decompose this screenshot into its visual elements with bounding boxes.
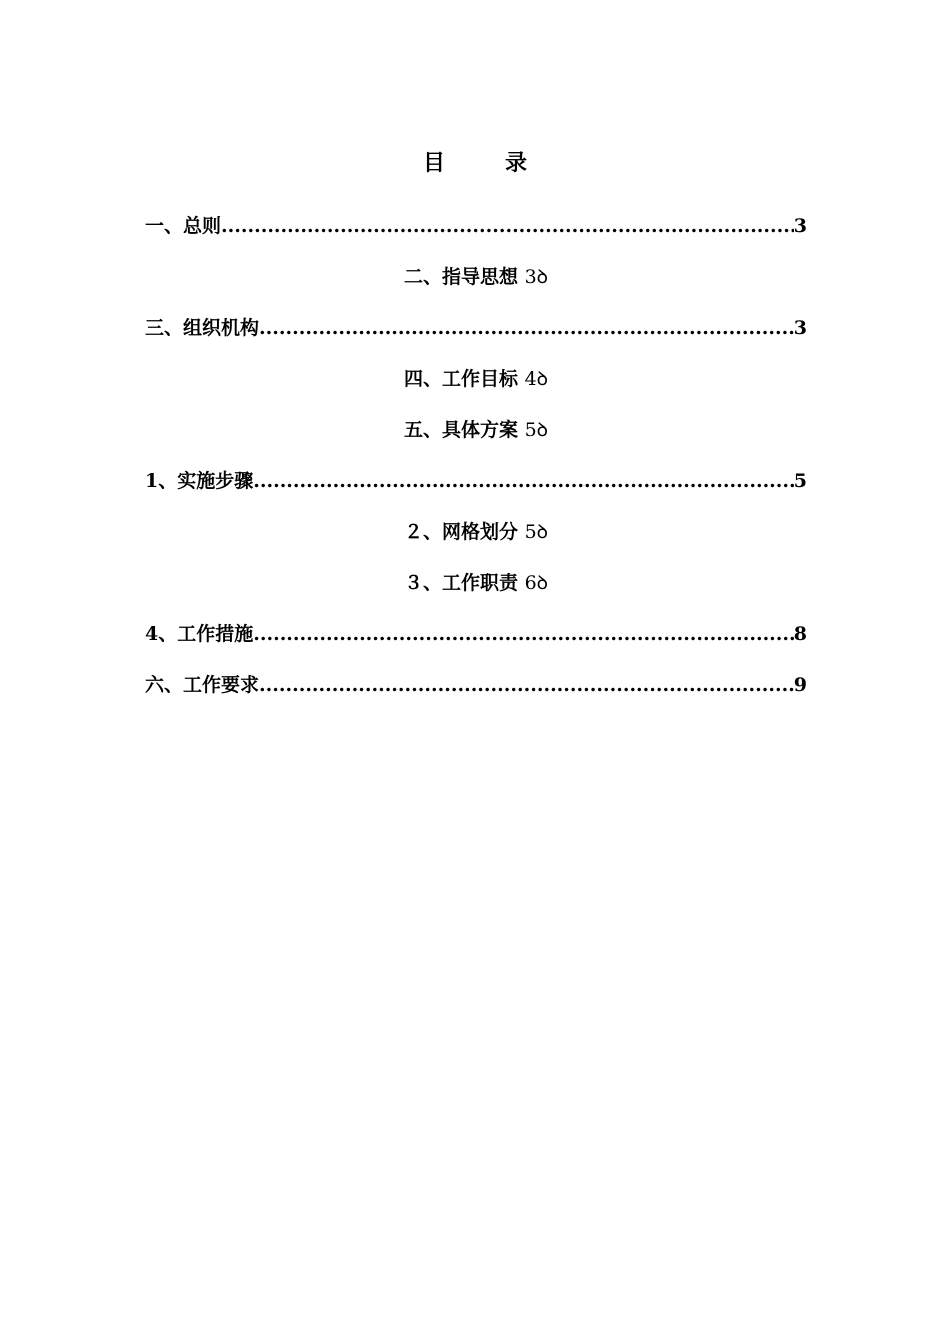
toc-entry-label: 4、工作措施 — [145, 623, 254, 645]
toc-entry[interactable] — [145, 416, 807, 444]
toc-dot-leader — [259, 314, 794, 342]
toc-title — [0, 148, 950, 178]
toc-entry-label: 四、工作目标 — [403, 368, 518, 390]
toc-dot-leader — [253, 620, 794, 648]
toc-entry-label: 六、工作要求 — [145, 674, 260, 696]
toc-entry-page: 3 — [793, 317, 807, 339]
toc-entry[interactable] — [145, 467, 807, 495]
toc-entry-page: 8 — [793, 623, 807, 645]
toc-entry[interactable] — [145, 671, 807, 699]
toc-entry-label: 五、具体方案 — [403, 419, 518, 441]
toc-entry-page: 5ꝺ — [524, 521, 549, 543]
toc-entry-page: 3ꝺ — [524, 266, 549, 288]
toc-entry-page: 9 — [793, 674, 807, 696]
toc-title-char-1: 目 — [422, 150, 445, 176]
toc-entry[interactable] — [145, 365, 807, 393]
toc-entry[interactable] — [145, 212, 807, 240]
toc-entry-label: 三、组织机构 — [145, 317, 260, 339]
toc-entry[interactable] — [145, 620, 807, 648]
toc-entry-page: 5ꝺ — [524, 419, 549, 441]
toc-entry-label: 二、指导思想 — [403, 266, 518, 288]
toc-entry-page: 3 — [793, 215, 807, 237]
toc-entry[interactable] — [145, 263, 807, 291]
toc-entry-page: 6ꝺ — [524, 572, 549, 594]
toc-entry[interactable] — [145, 518, 807, 546]
toc-entry[interactable] — [145, 569, 807, 597]
toc-dot-leader — [259, 671, 794, 699]
toc-entry-label: 1、实施步骤 — [145, 470, 254, 492]
toc-entry[interactable] — [145, 314, 807, 342]
toc-entry-label: ２、网格划分 — [403, 521, 518, 543]
toc-entry-label: 一、总则 — [145, 215, 222, 237]
toc-entry-page: 5 — [793, 470, 807, 492]
toc-dot-leader — [221, 212, 794, 240]
toc-entry-label: ３、工作职责 — [403, 572, 518, 594]
toc-entry-page: 4ꝺ — [524, 368, 549, 390]
toc-dot-leader — [253, 467, 794, 495]
toc-title-char-2: 录 — [505, 150, 528, 176]
